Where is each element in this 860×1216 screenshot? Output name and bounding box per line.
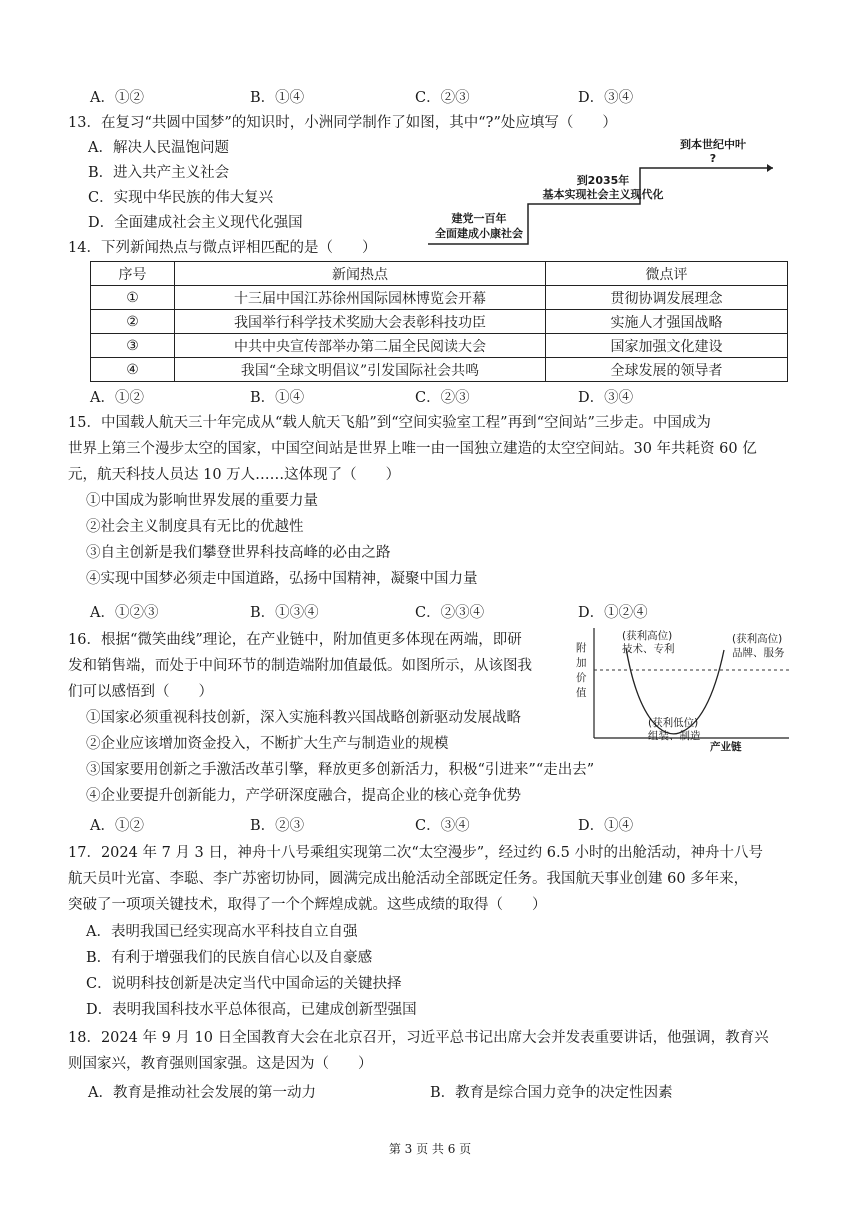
q16-option-c: C．③④ (415, 818, 470, 834)
table-header-row (91, 262, 788, 286)
mid-bottom-label: 组装、制造 (648, 730, 701, 742)
row-news: 十三届中国江苏徐州国际园林博览会开幕 (175, 286, 546, 310)
right-bottom-label: 品牌、服务 (732, 647, 785, 659)
q13-option-b: B．进入共产主义社会 (88, 165, 230, 181)
q14-option-c: C．②③ (415, 390, 470, 406)
q15-line1: 15．中国载人航天三十年完成从“载人航天飞船”到“空间实验室工程”再到“空间站”三步走。中国成为 (68, 415, 711, 431)
q16-item-2: ②企业应该增加资金投入，不断扩大生产与制造业的规模 (86, 736, 449, 752)
q17-option-a: A．表明我国已经实现高水平科技自立自强 (86, 924, 358, 940)
q18-line2: 则国家兴，教育强则国家强。这是因为（ ） (68, 1056, 373, 1072)
q15-item-1: ①中国成为影响世界发展的重要力量 (86, 493, 318, 509)
header-index: 序号 (91, 262, 175, 286)
step2-line2: 基本实现社会主义现代化 (542, 188, 664, 201)
q14-option-d: D．③④ (578, 390, 634, 406)
row-index: ② (91, 310, 175, 334)
q15-line2: 世界上第三个漫步太空的国家，中国空间站是世界上唯一由一国独立建造的太空空间站。30 年共耗资 60 亿 (68, 441, 757, 457)
step3-line2: ? (709, 152, 717, 165)
q16-item-4: ④企业要提升创新能力，产学研深度融合，提高企业的核心竞争优势 (86, 788, 521, 804)
ylabel-char-1: 附 (576, 642, 587, 654)
header-news: 新闻热点 (175, 262, 546, 286)
q13-option-a: A．解决人民温饱问题 (88, 140, 229, 156)
q14-option-a: A．①② (90, 390, 144, 406)
q15-option-a: A．①②③ (90, 605, 159, 621)
q12-option-a: A．①② (90, 90, 144, 106)
table-row (91, 310, 788, 334)
row-comment: 实施人才强国战略 (546, 310, 788, 334)
ylabel-char-3: 价 (576, 672, 587, 684)
row-news: 中共中央宣传部举办第二届全民阅读大会 (175, 334, 546, 358)
right-top-label: (获利高位) (732, 633, 783, 645)
table-row (91, 334, 788, 358)
row-index: ① (91, 286, 175, 310)
q18-line1: 18．2024 年 9 月 10 日全国教育大会在北京召开，习近平总书记出席大会并发表重要讲话，他强调，教育兴 (68, 1030, 769, 1046)
step3-line1: 到本世纪中叶 (680, 138, 746, 151)
q16-option-b: B．②③ (250, 818, 305, 834)
row-news: 我国举行科学技术奖励大会表彰科技功臣 (175, 310, 546, 334)
q15-item-3: ③自主创新是我们攀登世界科技高峰的必由之路 (86, 545, 391, 561)
header-comment: 微点评 (546, 262, 788, 286)
table-row (91, 358, 788, 382)
q15-item-4: ④实现中国梦必须走中国道路，弘扬中国精神，凝聚中国力量 (86, 571, 478, 587)
q15-line3: 元，航天科技人员达 10 万人……这体现了（ ） (68, 467, 401, 483)
q17-option-d: D．表明我国科技水平总体很高，已建成创新型强国 (86, 1002, 417, 1018)
step2-line1: 到2035年 (576, 174, 630, 187)
q16-line3: 们可以感悟到（ ） (68, 684, 213, 700)
ylabel-char-4: 值 (576, 687, 587, 699)
row-comment: 国家加强文化建设 (546, 334, 788, 358)
q12-option-c: C．②③ (415, 90, 470, 106)
q16-line1: 16．根据“微笑曲线”理论，在产业链中，附加值更多体现在两端，即研 (68, 632, 522, 648)
q18-option-b: B．教育是综合国力竞争的决定性因素 (430, 1085, 673, 1101)
q12-option-d: D．③④ (578, 90, 634, 106)
q16-option-d: D．①④ (578, 818, 634, 834)
q14-stem: 14．下列新闻热点与微点评相匹配的是（ ） (68, 240, 377, 256)
left-top-label: (获利高位) (622, 630, 673, 642)
page-footer: 第 3 页 共 6 页 (388, 1142, 472, 1156)
q13-option-c: C．实现中华民族的伟大复兴 (88, 190, 274, 206)
q14-news-table (90, 261, 788, 382)
q17-line2: 航天员叶光富、李聪、李广苏密切协同，圆满完成出舱活动全部既定任务。我国航天事业创建 60 多年来， (68, 871, 749, 887)
q13-stem: 13．在复习“共圆中国梦”的知识时，小洲同学制作了如图，其中“?”处应填写（ ） (68, 115, 617, 131)
smile-curve-diagram (574, 628, 794, 758)
q15-option-d: D．①②④ (578, 605, 648, 621)
q17-line1: 17．2024 年 7 月 3 日，神舟十八号乘组实现第二次“太空漫步”，经过约 6.5 小时的出舱活动，神舟十八号 (68, 845, 763, 861)
q15-option-b: B．①③④ (250, 605, 319, 621)
q14-option-b: B．①④ (250, 390, 305, 406)
table-row (91, 286, 788, 310)
row-comment: 全球发展的领导者 (546, 358, 788, 382)
q12-option-b: B．①④ (250, 90, 305, 106)
step1-line2: 全面建成小康社会 (435, 227, 523, 240)
left-bottom-label: 技术、专利 (622, 643, 675, 655)
row-index: ③ (91, 334, 175, 358)
mid-top-label: (获利低位) (648, 717, 699, 729)
q15-item-2: ②社会主义制度具有无比的优越性 (86, 519, 304, 535)
q15-option-c: C．②③④ (415, 605, 485, 621)
row-comment: 贯彻协调发展理念 (546, 286, 788, 310)
row-index: ④ (91, 358, 175, 382)
q17-line3: 突破了一项项关键技术，取得了一个个辉煌成就。这些成绩的取得（ ） (68, 897, 547, 913)
step1-line1: 建党一百年 (451, 212, 507, 225)
q17-option-b: B．有利于增强我们的民族自信心以及自豪感 (86, 950, 373, 966)
q16-item-3: ③国家要用创新之手激活改革引擎，释放更多创新活力，积极“引进来”“走出去” (86, 762, 595, 778)
q16-line2: 发和销售端，而处于中间环节的制造端附加值最低。如图所示，从该图我 (68, 658, 532, 674)
q18-option-a: A．教育是推动社会发展的第一动力 (88, 1085, 316, 1101)
q17-option-c: C．说明科技创新是决定当代中国命运的关键抉择 (86, 976, 402, 992)
q13-staircase-diagram (428, 138, 773, 246)
q13-option-d: D．全面建成社会主义现代化强国 (88, 215, 303, 231)
q16-item-1: ①国家必须重视科技创新，深入实施科教兴国战略创新驱动发展战略 (86, 710, 521, 726)
ylabel-char-2: 加 (576, 657, 587, 669)
xlabel: 产业链 (710, 741, 742, 753)
row-news: 我国“全球文明倡议”引发国际社会共鸣 (175, 358, 546, 382)
q16-option-a: A．①② (90, 818, 144, 834)
